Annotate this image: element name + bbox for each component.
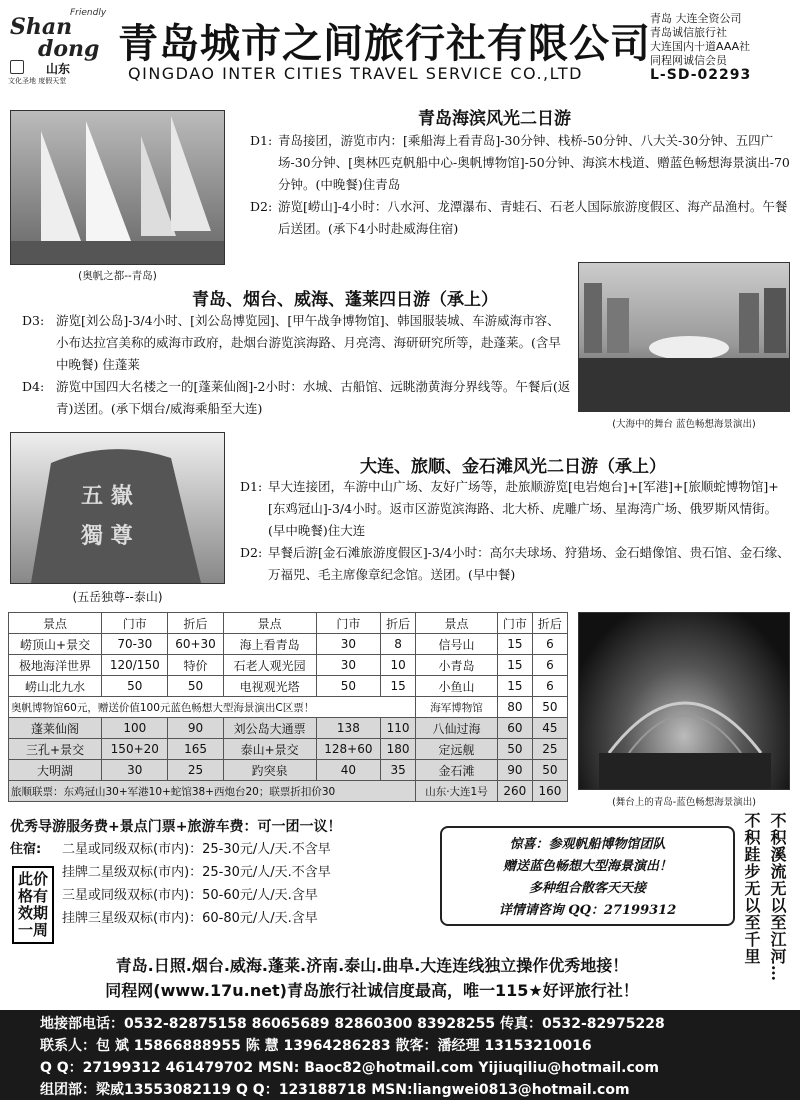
sailing-photo <box>10 110 225 265</box>
table-row <box>9 760 568 781</box>
proverb-right: 不积溪流无以至江河… <box>768 812 787 982</box>
logo-friendly: Friendly <box>70 8 107 18</box>
table-cell: 定远舰 <box>416 739 498 760</box>
promo-line: 惊喜：参观帆船博物馆团队 <box>509 837 666 852</box>
rating-banner: 同程网(www.17u.net)青岛旅行社诚信度最高，唯一115★好评旅行社！ <box>105 981 639 1000</box>
table-header-row <box>9 613 568 634</box>
table-cell: 15 <box>497 655 532 676</box>
table-cell: 崂山北九水 <box>9 676 102 697</box>
table-cell: 120/150 <box>102 655 168 676</box>
table-cell: 100 <box>102 718 168 739</box>
table-cell: 30 <box>316 655 380 676</box>
table-cell: 电视观光塔 <box>223 676 316 697</box>
table-note: 奥帆博物馆60元，赠送价值100元蓝色畅想大型海景演出C区票！ <box>9 697 416 718</box>
logo-cn: 山东 <box>46 62 71 76</box>
contact-footer <box>0 1010 800 1100</box>
sea-stage-caption: (大海中的舞台 蓝色畅想海景演出) <box>612 419 756 430</box>
table-cell: 小鱼山 <box>416 676 498 697</box>
table-row <box>9 739 568 760</box>
lodging-section <box>10 838 41 861</box>
table-cell: 特价 <box>168 655 223 676</box>
table-cell: 60+30 <box>168 634 223 655</box>
footer-line: Q Q：27199312 461479702 MSN: Baoc82@hotmail.com Yijiuqiliu@hotmail.com <box>40 1060 659 1076</box>
lodging-item: 挂牌二星级双标(市内)：25-30元/人/天.不含早 <box>62 865 331 880</box>
tour1-day2: 游览[崂山]-4小时：八水河、龙潭瀑布、青蛙石、石老人国际旅游度假区、海产品渔村。午餐后送团。(承下4小时赴威海住宿) <box>278 199 788 236</box>
table-cell: 90 <box>497 760 532 781</box>
table-cell: 刘公岛大通票 <box>223 718 316 739</box>
table-header: 折后 <box>532 613 567 634</box>
table-cell: 110 <box>381 718 416 739</box>
svg-text:獨 尊: 獨 尊 <box>81 523 133 549</box>
day-label: D1: <box>240 479 263 494</box>
day-label: D4: <box>22 379 45 394</box>
table-cell: 6 <box>532 634 567 655</box>
promo-line: 多种组合散客天天接 <box>528 881 646 896</box>
tour2-itinerary <box>22 310 572 420</box>
table-cell: 八仙过海 <box>416 718 498 739</box>
tour1-title: 青岛海滨风光二日游 <box>418 109 571 129</box>
table-cell: 40 <box>316 760 380 781</box>
table-cell: 30 <box>102 760 168 781</box>
table-row <box>9 655 568 676</box>
theater-stage-icon <box>579 613 790 790</box>
table-cell: 趵突泉 <box>223 760 316 781</box>
table-note: 旅顺联票：东鸡冠山30+军港10+蛇馆38+西炮台20；联票折扣价30 <box>9 781 416 802</box>
day-label: D1: <box>250 133 273 148</box>
company-credentials <box>650 12 751 82</box>
proverb-left: 不积跬步无以至千里 <box>742 812 761 965</box>
table-cell: 石老人观光园 <box>223 655 316 676</box>
city-skyline-icon <box>579 263 790 412</box>
day-label: D2: <box>250 199 273 214</box>
logo-shan: Shan <box>10 14 73 40</box>
table-cell: 45 <box>532 718 567 739</box>
table-cell: 50 <box>102 676 168 697</box>
table-cell: 25 <box>532 739 567 760</box>
taishan-photo <box>10 432 225 584</box>
stage-show-caption: (舞台上的青岛-蓝色畅想海景演出) <box>612 797 756 808</box>
table-header: 景点 <box>9 613 102 634</box>
footer-line: 组团部：梁威13553082119 Q Q：123188718 MSN:liangwei0813@hotmail.com <box>40 1082 630 1098</box>
table-cell: 60 <box>497 718 532 739</box>
lodging-item: 挂牌三星级双标(市内)：60-80元/人/天.含早 <box>62 911 318 926</box>
table-cell: 崂顶山+景交 <box>9 634 102 655</box>
stamp-line: 一周 <box>17 921 48 939</box>
credential-line: 青岛 大连全资公司 <box>650 12 742 25</box>
lodging-label: 住宿: <box>10 842 42 857</box>
table-cell: 海军博物馆 <box>416 697 498 718</box>
table-header: 景点 <box>223 613 316 634</box>
table-header: 景点 <box>416 613 498 634</box>
table-cell: 25 <box>168 760 223 781</box>
table-cell: 150+20 <box>102 739 168 760</box>
credential-line: 大连国内十道AAA社 <box>650 40 751 53</box>
table-cell: 三孔+景交 <box>9 739 102 760</box>
table-cell: 260 <box>497 781 532 802</box>
table-cell: 泰山+景交 <box>223 739 316 760</box>
credential-line: 青岛诚信旅行社 <box>650 26 727 39</box>
table-cell: 大明湖 <box>9 760 102 781</box>
stamp-line: 格有 <box>17 887 48 905</box>
table-header: 折后 <box>168 613 223 634</box>
table-cell: 10 <box>381 655 416 676</box>
taishan-caption: (五岳独尊--泰山) <box>72 590 163 604</box>
footer-line: 联系人：包 斌 15866888955 陈 慧 13964286283 散客：潘经理 13153210016 <box>40 1038 592 1054</box>
table-cell: 160 <box>532 781 567 802</box>
credential-line: 同程网诚信会员 <box>650 54 727 67</box>
table-row <box>9 718 568 739</box>
footer-line: 地接部电话：0532-82875158 86065689 82860300 83928255 传真：0532-82975228 <box>40 1016 665 1032</box>
table-cell: 蓬莱仙阁 <box>9 718 102 739</box>
table-header: 门市 <box>497 613 532 634</box>
table-cell: 138 <box>316 718 380 739</box>
table-cell: 128+60 <box>316 739 380 760</box>
company-title-cn: 青岛城市之间旅行社有限公司 <box>118 20 651 67</box>
validity-stamp <box>12 866 54 944</box>
table-row <box>9 634 568 655</box>
table-row <box>9 676 568 697</box>
table-cell: 180 <box>381 739 416 760</box>
promo-scroll <box>440 826 735 926</box>
table-header: 门市 <box>316 613 380 634</box>
sea-stage-photo <box>578 262 790 412</box>
table-cell: 6 <box>532 655 567 676</box>
tour3-day1: 早大连接团，车游中山广场、友好广场等，赴旅顺游览[电岩炮台]+[军港]+[旅顺蛇博物馆]+[东鸡冠山]-3/4小时。返市区游览滨海路、北大桥、虎雕广场、星海湾广场、俄罗斯风情街。(早中晚餐)住大连 <box>268 479 779 538</box>
day-label: D2: <box>240 545 263 560</box>
lodging-item: 三星或同级双标(市内)：50-60元/人/天.含早 <box>62 888 318 903</box>
table-cell: 35 <box>381 760 416 781</box>
table-cell: 50 <box>168 676 223 697</box>
table-header: 门市 <box>102 613 168 634</box>
logo-slogan: 文化圣地 度假天堂 <box>8 77 67 85</box>
table-cell: 90 <box>168 718 223 739</box>
tour1-day1: 青岛接团，游览市内：[乘船海上看青岛]-30分钟、栈桥-50分钟、八大关-30分钟、五四广场-30分钟、[奥林匹克帆船中心-奥帆博物馆]-50分钟、海滨木栈道、赠蓝色畅想海景演出-70分钟。(中晚餐)住青岛 <box>278 133 790 192</box>
license-number: L-SD-02293 <box>650 67 752 83</box>
lodging-list <box>62 838 331 930</box>
table-cell: 30 <box>316 634 380 655</box>
rock-inscription-icon <box>11 433 225 584</box>
tour2-day4: 游览中国四大名楼之一的[蓬莱仙阁]-2小时：水城、古船馆、远眺渤黄海分界线等。午餐后(返青)送团。(承下烟台/威海乘船至大连) <box>56 379 571 416</box>
lodging-item: 二星或同级双标(市内)：25-30元/人/天.不含早 <box>62 842 331 857</box>
stamp-line: 效期 <box>17 904 48 922</box>
tour3-itinerary <box>240 476 790 586</box>
logo-seal-icon <box>10 60 24 74</box>
table-cell: 15 <box>497 634 532 655</box>
stage-show-photo <box>578 612 790 790</box>
tour3-title: 大连、旅顺、金石滩风光二日游（承上） <box>360 457 666 477</box>
table-cell: 15 <box>381 676 416 697</box>
stamp-line: 此价 <box>17 870 48 888</box>
table-cell: 6 <box>532 676 567 697</box>
logo-dong: dong <box>38 36 100 62</box>
company-title-en: QINGDAO INTER CITIES TRAVEL SERVICE CO.,LTD <box>128 64 583 83</box>
shandong-logo <box>8 8 108 85</box>
table-cell: 50 <box>497 739 532 760</box>
table-cell: 165 <box>168 739 223 760</box>
table-cell: 山东·大连1号 <box>416 781 498 802</box>
table-cell: 70-30 <box>102 634 168 655</box>
promo-line: 详情请咨询 QQ：27199312 <box>498 903 677 918</box>
table-cell: 15 <box>497 676 532 697</box>
table-cell: 50 <box>532 760 567 781</box>
tour3-day2: 早餐后游[金石滩旅游度假区]-3/4小时：高尔夫球场、狩猎场、金石蜡像馆、贵石馆、金石缘、万福兕、毛主席像章纪念馆。送团。(早中餐) <box>268 545 790 582</box>
sailing-photo-caption: (奥帆之都--青岛) <box>78 270 157 282</box>
table-cell: 海上看青岛 <box>223 634 316 655</box>
route-banner: 青岛.日照.烟台.威海.蓬莱.济南.泰山.曲阜.大连连线独立操作优秀地接！ <box>115 956 629 975</box>
table-note-row <box>9 781 568 802</box>
table-cell: 50 <box>532 697 567 718</box>
table-header: 折后 <box>381 613 416 634</box>
table-note-row <box>9 697 568 718</box>
tour2-day3: 游览[刘公岛]-3/4小时、[刘公岛博览园]、[甲午战争博物馆]、韩国服装城、车游威海市容、小布达拉宫美称的威海市政府，赴烟台游览滨海路、月亮湾、海研研究所等，赴蓬莱。(含早中晚餐) 住蓬莱 <box>56 313 561 372</box>
table-cell: 信号山 <box>416 634 498 655</box>
table-cell: 50 <box>316 676 380 697</box>
svg-text:五 嶽: 五 嶽 <box>81 483 133 509</box>
price-table <box>8 612 568 802</box>
promo-line: 赠送蓝色畅想大型海景演出！ <box>502 859 672 874</box>
service-line: 优秀导游服务费+景点门票+旅游车费：可一团一议！ <box>10 819 342 835</box>
table-cell: 金石滩 <box>416 760 498 781</box>
table-cell: 极地海洋世界 <box>9 655 102 676</box>
day-label: D3: <box>22 313 45 328</box>
table-cell: 小青岛 <box>416 655 498 676</box>
table-cell: 80 <box>497 697 532 718</box>
tour1-itinerary <box>250 130 790 240</box>
table-cell: 8 <box>381 634 416 655</box>
tour2-title: 青岛、烟台、威海、蓬莱四日游（承上） <box>192 290 498 310</box>
sailboats-icon <box>11 111 225 265</box>
